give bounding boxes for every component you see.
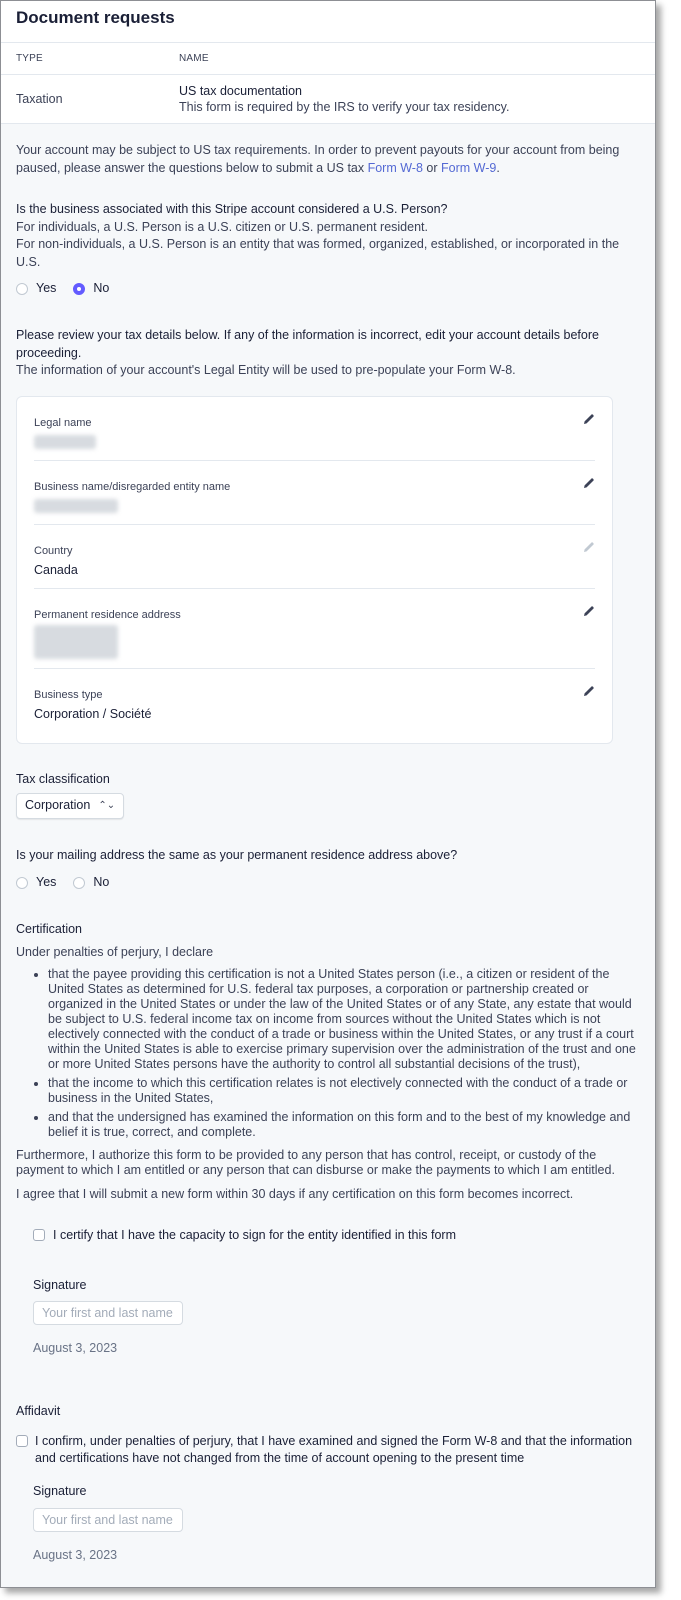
pencil-icon-disabled (583, 541, 595, 553)
row-description: This form is required by the IRS to verify your tax residency. (179, 100, 510, 114)
affidavit-date: August 3, 2023 (33, 1547, 118, 1562)
country-field (34, 525, 595, 589)
signature-label: Signature (33, 1277, 87, 1292)
intro-or: or (422, 160, 441, 175)
table-header (1, 43, 655, 75)
affidavit-title: Affidavit (16, 1403, 61, 1418)
field-label: Business type (34, 688, 103, 701)
tax-classification-label: Tax classification (16, 771, 110, 786)
column-header-name: NAME (179, 53, 209, 64)
intro-text-body: Your account may be subject to US tax requirements. In order to prevent payouts for your account from being paused, please answer the questions below to submit a US tax (16, 143, 620, 175)
pencil-icon[interactable] (583, 605, 595, 617)
capacity-checkbox[interactable] (33, 1229, 45, 1241)
radio-circle[interactable] (16, 877, 28, 889)
authorization-text: Furthermore, I authorize this form to be provided to any person that has control, receipt, or custody of the payment to which I am entitled or any person that can disburse or make the payments to which I am entitled. (16, 1147, 615, 1177)
affidavit-checkbox[interactable] (16, 1435, 28, 1447)
us-person-radio-group (16, 277, 640, 301)
list-item: • and that the undersigned has examined the information on this form and to the best of my knowledge and belief it is true, correct, and complete. (48, 1110, 640, 1140)
redacted-value (34, 499, 118, 513)
field-label: Legal name (34, 416, 92, 429)
signature-input[interactable] (33, 1301, 183, 1325)
intro-end: . (496, 160, 500, 175)
business-name-field (34, 461, 595, 525)
affidavit-signature-label: Signature (33, 1484, 87, 1498)
capacity-checkbox-row[interactable] (33, 1227, 640, 1245)
redacted-value (34, 625, 118, 659)
row-name: US tax documentation (179, 84, 302, 98)
us-person-yes-radio[interactable] (16, 280, 56, 298)
field-label: Permanent residence address (34, 608, 181, 621)
mailing-yes-radio[interactable] (16, 874, 56, 892)
tax-form (1, 142, 655, 1564)
us-person-question: Is the business associated with this Stripe account considered a U.S. Person? (16, 202, 448, 216)
certification-intro: Under penalties of perjury, I declare (16, 945, 214, 959)
radio-circle[interactable] (16, 283, 28, 295)
tax-classification-select[interactable] (16, 793, 124, 819)
field-label: Country (34, 544, 73, 557)
checkbox-label: I confirm, under penalties of perjury, that I have examined and signed the Form W-8 and that the information and certifications have not changed from the time of account opening to the present time (35, 1434, 633, 1465)
radio-circle-selected[interactable] (73, 283, 85, 295)
requests-table (1, 43, 655, 124)
business-type-field (34, 669, 595, 743)
form-w8-link[interactable]: Form W-8 (367, 160, 423, 175)
redacted-value (34, 435, 96, 449)
signature-date: August 3, 2023 (33, 1341, 118, 1355)
business-type-value: Corporation / Société (34, 706, 152, 721)
certification-title: Certification (16, 921, 82, 936)
chevron-up-down-icon: ⌃⌄ (98, 800, 116, 812)
us-person-individuals-note: For individuals, a U.S. Person is a U.S. citizen or U.S. permanent resident. (16, 219, 428, 234)
certification-list (16, 967, 640, 1140)
radio-label: No (93, 281, 110, 296)
list-item: • that the income to which this certification relates is not electively connected with the conduct of a trade or business in the United States, (48, 1076, 640, 1106)
radio-label: No (93, 874, 110, 889)
page-title: Document requests (16, 8, 175, 27)
radio-label: Yes (36, 874, 57, 889)
header (1, 1, 655, 43)
country-value: Canada (34, 562, 78, 577)
select-value: Corporation (25, 798, 91, 813)
us-person-no-radio[interactable] (73, 280, 109, 298)
review-instructions: Please review your tax details below. If any of the information is incorrect, edit your account details before proceeding. (16, 328, 599, 360)
radio-circle[interactable] (73, 877, 85, 889)
legal-name-value (34, 433, 595, 451)
legal-name-field (34, 397, 595, 461)
affidavit-checkbox-row[interactable] (16, 1433, 640, 1467)
column-header-type: TYPE (16, 53, 43, 64)
list-item: • that the payee providing this certification is not a United States person (i.e., a citizen or resident of the United States as determined for U.S. federal tax purposes, a corporation or partnership created or organized in the United States or under the law of the United States or of any State, any estate that would be subject to U.S. federal income tax on income from sources without the United States which is not electively connected with the conduct of a trade or business within the United States, or any trust if a court within the United States is able to exercise primary supervision over the administration of the trust and one or more United States persons have the authority to control all substantial decisions of the trust), (48, 967, 640, 1072)
mailing-no-radio[interactable] (73, 874, 109, 892)
field-label: Business name/disregarded entity name (34, 480, 231, 493)
row-name-cell (179, 83, 655, 115)
tax-details-card (16, 396, 613, 744)
pencil-icon[interactable] (583, 477, 595, 489)
agreement-text: I agree that I will submit a new form within 30 days if any certification on this form becomes incorrect. (16, 1186, 574, 1201)
form-w9-link[interactable]: Form W-9 (440, 160, 497, 175)
mailing-radio-group (16, 871, 640, 895)
row-type: Taxation (16, 92, 63, 106)
intro-text (16, 142, 640, 177)
pencil-icon[interactable] (583, 413, 595, 425)
us-person-entities-note: For non-individuals, a U.S. Person is an entity that was formed, organized, established, or incorporated in the U.S. (16, 237, 620, 269)
affidavit-signature-input[interactable] (33, 1508, 183, 1532)
checkbox-label: I certify that I have the capacity to sign for the entity identified in this form (53, 1228, 456, 1242)
radio-label: Yes (36, 281, 57, 296)
mailing-question: Is your mailing address the same as your permanent residence address above? (16, 848, 458, 862)
review-section (16, 327, 640, 380)
review-note: The information of your account's Legal Entity will be used to pre-populate your Form W-8. (16, 363, 516, 377)
pencil-icon[interactable] (583, 685, 595, 697)
business-name-value (34, 497, 595, 515)
table-row[interactable] (1, 75, 655, 123)
address-value (34, 625, 595, 659)
address-field (34, 589, 595, 669)
